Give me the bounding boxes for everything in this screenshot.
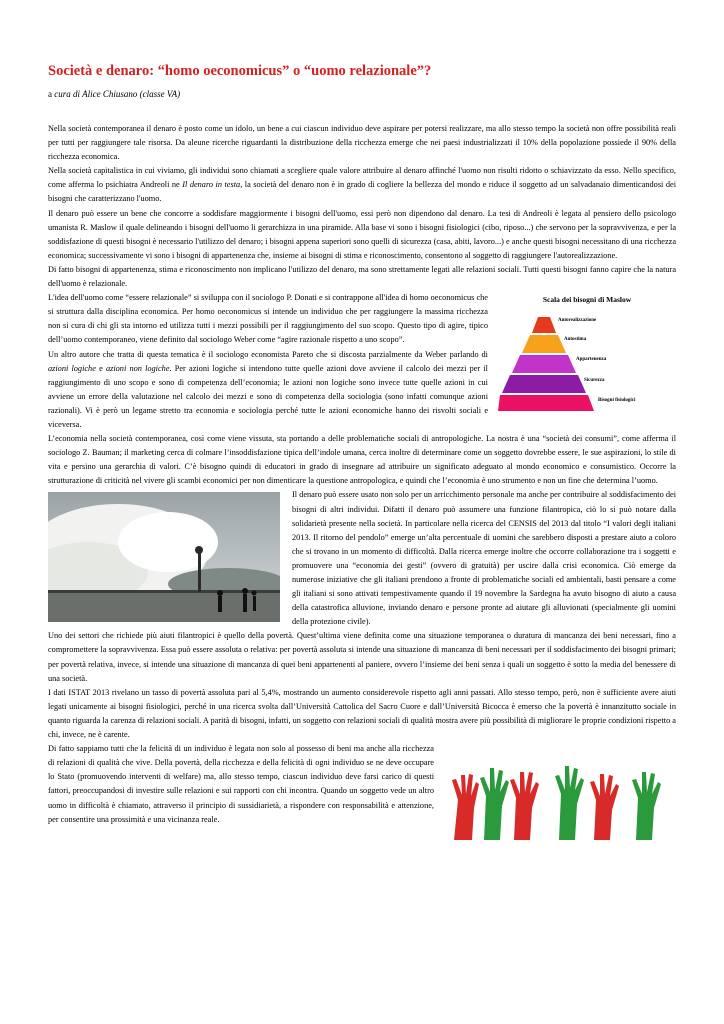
paragraph-2-start: Nella società capitalistica in cui viviamo, gli individui sono chiamati a scegliere quale valore attribuire al denaro affinché l'uomo non risulti ridotto o schiavizzato da esso. Nello specifico, come afferma lo psichiatra Andreoli ne bbox=[48, 166, 676, 190]
level-label-5: Bisogni fisiologici bbox=[598, 398, 636, 404]
paragraph-10: I dati ISTAT 2013 rivelano un tasso di povertà assoluta pari al 5,4%, mostrando un aumento considerevole rispetto agli anni passati. Allo stesso tempo, però, non è sufficiente avere aiuti legati unicamente ai bisogni fisiologici, perché in una ricerca svolta dall’Università Cattolica del Sacro Cuore e dall’Università Bicocca è emerso che la povertà è innanzitutto sociale in quanto riguarda la carenza di relazioni sociali. A parità di bisogni, infatti, un soggetto con relazioni sociali di qualità mostra avere più possibilità di migliorare le proprie condizioni rispetto a chi, invece, ne è carente. bbox=[48, 687, 676, 740]
level-label-1: Autorealizzazione bbox=[558, 318, 597, 324]
paragraph-8: Il denaro può essere usato non solo per un arricchimento personale ma anche per contribuire al soddisfacimento dei bisogni di altri individui. Difatti il denaro può assumere una funzione filantropica, ciò lo si può notare dalla solidarietà presente nella società. In particolare nella ricerca del CENSIS del 2013 dal titolo “I valori degli italiani 2013. Il ritorno del pendolo” emerge un’alta percentuale di uomini che sarebbero disposti a prestare aiuto a coloro che si trovano in un momento di difficoltà. Dalla ricerca emerge inoltre che occorre collaborazione tra i soggetti e promuovere una “economia dei gesti” (ovvero di gratuità) per uscire dalla crisi economica. Ciò emerge da numerose iniziative che gli italiani prendono a fronte di problematiche sociali ed ambientali, basti pensare a come gli italiani si sono attivati tempestivamente quando il 19 novembre la Sardegna ha avuto bisogno di aiuto a causa della catastrofica alluvione, inviando denaro e persone pronte ad aiutare gli alluvionati (specialmente gli uomini della protezione civile). bbox=[292, 490, 676, 627]
article-title: Società e denaro: “homo oeconomicus” o “uomo relazionale”? bbox=[48, 63, 432, 79]
maslow-title: Scala dei bisogni di Maslow bbox=[542, 295, 632, 305]
maslow-figure bbox=[498, 293, 676, 409]
pyramid-level-3 bbox=[512, 355, 576, 373]
paragraph-6-start: Un altro autore che tratta di questa tematica è il sociologo economista Pareto che si discosta parzialmente da Weber parlando di bbox=[48, 349, 488, 359]
book-title: Il denaro in testa bbox=[182, 180, 241, 190]
paragraph-6-end: . Per azioni logiche si intendono tutte quelle azioni dove avviene il calcolo dei mezzi per il raggiungimento di uno scopo e sono di competenza dell’economia; le azioni non logiche sono invece tutte quelle azioni in cui avviene un errore della valutazione nel calcolo dei mezzi e sono di competenza della sociologia (sono infatti comunque azioni razionali). Vi è però un legame stretto tra economia e sociologia perché tutte le azioni economiche hanno dei risvolti sociali e viceversa. bbox=[48, 363, 488, 429]
term-logical-actions: azioni logiche bbox=[48, 363, 96, 373]
pyramid-level-2 bbox=[522, 335, 566, 353]
hands-image bbox=[444, 750, 676, 840]
article-byline bbox=[48, 88, 676, 100]
level-label-3: Appartenenza bbox=[576, 357, 607, 363]
level-label-2: Autostima bbox=[564, 337, 587, 343]
wave-image bbox=[48, 492, 280, 622]
paragraph-7: L’economia nella società contemporanea, così come viene vissuta, sta portando a delle problematiche sociali di antropologiche. La nostra è una “società dei consumi”, come afferma il sociologo Z. Bauman; il marketing cerca di colmare l’insoddisfazione tipica dell’indole umana, cerca inoltre di determinare come un soggetto dovrebbe essere, le sue aspirazioni, lo stile di vita e persino una gerarchia di valori. C’è bisogno quindi di educatori in grado di insegnare ad attribuire un significato adeguato al mondo economico e consumistico. Occorre la strutturazione di criticità nel vivere gli scambi economici per non dimenticare la questione antropologica, e quindi che l’economia è uno strumento e non un fine che determina l’uomo. bbox=[48, 434, 676, 486]
paragraph-11: Di fatto sappiamo tutti che la felicità di un individuo è legata non solo al possesso di beni ma anche alla ricchezza di relazioni di qualità che vive. Della povertà, della ricchezza e della felicità di ogni individuo se ne deve occupare lo Stato (promuovendo interventi di welfare) ma, allo stesso tempo, ciascun individuo deve farsi carico di questi fattori, preoccupandosi di investire sulle relazioni e sui rapporti con chi incontra. Quando un soggetto vede un altro uomo in difficoltà è chiamato, attraverso il principio di sussidiarietà, a rispondere con responsabilità e attenzione, per consentire una prossimità e una vicinanza reale. bbox=[48, 744, 434, 824]
paragraph-1: Nella società contemporanea il denaro è posto come un idolo, un bene a cui ciascun individuo deve aspirare per potersi realizzare, ma allo stesso tempo la società non offre possibilità reali per tutti per raggiungere tale risorsa. Da aleune ricerche riguardanti la distribuzione della ricchezza emerge che nei paesi industrializzati il 10% della popolazione possiede il 90% della ricchezza economica. bbox=[48, 124, 676, 162]
raised-hands-illustration bbox=[444, 750, 676, 840]
pyramid-level-5 bbox=[498, 395, 594, 411]
pyramid-level-1 bbox=[532, 317, 556, 333]
paragraph-4: Di fatto bisogni di appartenenza, stima e riconoscimento non implicano l'utilizzo del denaro, ma sono strettamente legati alle relazioni sociali. Tutti questi bisogni fanno capire che la natura dell'uomo è relazionale. bbox=[48, 264, 676, 289]
maslow-pyramid bbox=[498, 307, 676, 411]
term-nonlogical-actions: azioni non logiche bbox=[105, 363, 170, 373]
byline-author: cura di Alice Chiusano (classe VA) bbox=[54, 89, 181, 99]
paragraph-2-end: , la società del denaro non è in grado di cogliere la bellezza del mondo e riduce il soggetto ad un salvadanaio dimenticandosi dei bisogni che caratterizzano l'uomo. bbox=[48, 180, 676, 204]
document-page bbox=[48, 62, 676, 840]
pyramid-level-4 bbox=[502, 375, 586, 393]
paragraph-2 bbox=[48, 164, 676, 206]
article-body bbox=[48, 122, 676, 827]
storm-wave-photo bbox=[48, 492, 280, 622]
level-label-4: Sicurezza bbox=[584, 378, 605, 384]
paragraph-9: Uno dei settori che richiede più aiuti filantropici è quello della povertà. Quest’ultima viene definita come una situazione temporanea o duratura di mancanza dei beni necessari, fino a compromettere la sopravvivenza. Essa può essere assoluta o relativa: per povertà assoluta si intende una situazione di mancanza di beni necessari per il soddisfacimento dei bisogni primari; per povertà relativa, invece, si intende una situazione di mancanza di quei beni appartenenti al paniere, ovvero l’insieme dei beni senza i quali un soggetto è sotto la media del benessere di una società. bbox=[48, 631, 676, 683]
paragraph-6-mid: e bbox=[95, 363, 106, 373]
byline-prefix: a bbox=[48, 89, 55, 99]
paragraph-3: Il denaro può essere un bene che concorre a soddisfare maggiormente i bisogni dell'uomo, essi però non dipendono dal denaro. La tesi di Andreoli è legata al pensiero dello psicologo umanista R. Maslow il quale delineando i bisogni dell'uomo li gerarchizza in una piramide. Alla base vi sono i bisogni fisiologici (cibo, riposo...) che servono per la sopravvivenza, e per la soddisfazione di questi bisogni è necessario l'utilizzo del denaro; i bisogni appena superiori sono quelli di sicurezza (casa, abiti, lavoro...) e anche questi bisogni necessitano di una ricchezza economica; successivamente vi sono i bisogni di appartenenza che, insieme ai bisogni di stima e riconoscimento, consentono al soggetto di raggiungere l'autorealizzazione. bbox=[48, 208, 676, 260]
paragraph-5: L'idea dell'uomo come “essere relazionale” si sviluppa con il sociologo P. Donati e si contrappone all'idea di homo oeconomicus che si struttura dalla disciplina economica. Per homo oeconomicus si intende un individuo che per raggiungere la massima ricchezza non si cura di chi gli sta intorno ed utilizza tutti i mezzi possibili per il raggiungimento del suo scopo. Questo tipo di agire, tipico dell’uomo contemporaneo, viene definito dal sociologo Weber come “agire razionale rispetto a uno scopo”. bbox=[48, 293, 488, 345]
